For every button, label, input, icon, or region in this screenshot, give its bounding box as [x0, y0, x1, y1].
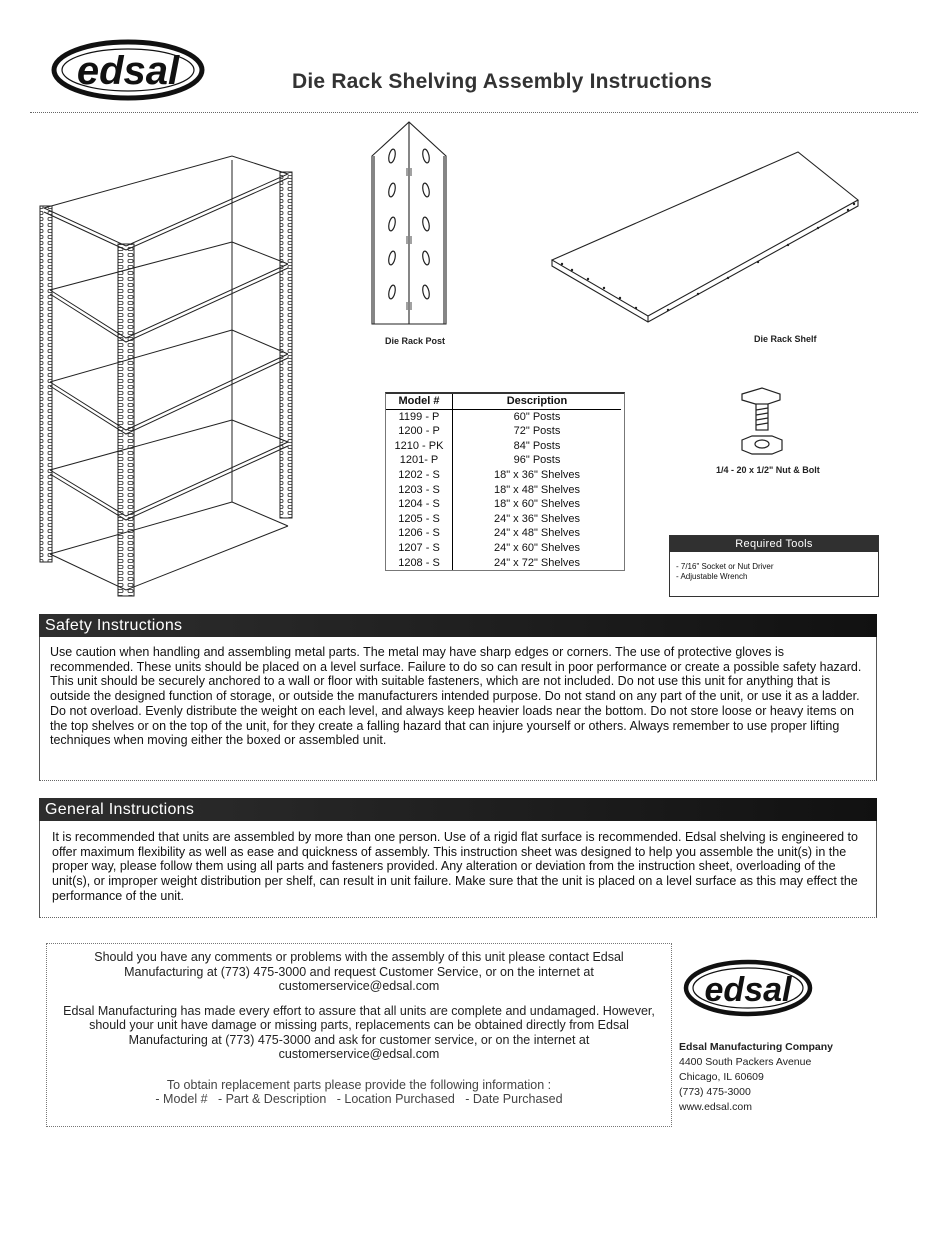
description-cell: 24" x 48" Shelves: [493, 527, 581, 540]
description-cell: 24" x 72" Shelves: [493, 556, 581, 569]
safety-section: [39, 614, 877, 781]
header-logo: [50, 38, 206, 102]
description-cell: 84" Posts: [513, 439, 561, 452]
model-cell: 1200 - P: [386, 424, 453, 439]
nut-bolt-illustration: [736, 384, 788, 458]
description-cell: 96" Posts: [513, 454, 561, 467]
company-website: www.edsal.com: [679, 1101, 752, 1113]
safety-heading: Safety Instructions: [39, 614, 877, 637]
company-phone: (773) 475-3000: [679, 1086, 751, 1098]
description-cell: 60" Posts: [513, 410, 561, 423]
nut-bolt-caption: 1/4 - 20 x 1/2" Nut & Bolt: [716, 465, 820, 475]
general-section: [39, 798, 877, 918]
tool-item: - Adjustable Wrench: [676, 572, 748, 581]
tool-item: - 7/16" Socket or Nut Driver: [676, 562, 774, 571]
company-name: Edsal Manufacturing Company: [679, 1041, 834, 1053]
table-row: [386, 439, 621, 454]
description-cell: 18" x 36" Shelves: [493, 468, 581, 481]
required-tools-box: [669, 535, 879, 597]
header-logo-text: edsal: [76, 49, 180, 93]
company-street: 4400 South Packers Avenue: [679, 1056, 812, 1068]
parts-table: [385, 392, 625, 571]
safety-text: Use caution when handling and assembling metal parts. The metal may have sharp edges or corners. The use of protective gloves is recommended. These units should be placed on a level surface. Failure to do so can result in poor performance or create a possible safety hazard. This unit should be securely anchored to a wall or floor with suitable fasteners, which are not included. Do not use this unit for anything that is outside the designed function of storage, or outside the manufacturers intended purpose. Do not stand on any part of the unit, or use it as a ladder. Do not overload. Evenly distribute the weight on each level, and always keep heavier loads near the bottom. Do not store loose or heavy items on the top shelves or on the top of the unit, for they create a falling hazard that can injure yourself or others. Always remember to use proper lifting techniques when moving either the boxed or assembled unit.: [50, 645, 862, 748]
contact-paragraph: Should you have any comments or problems with the assembly of this unit please contact Edsal Manufacturing at (773) 475-3000 and request Customer Service, or on the internet at customerservice@edsal.com: [94, 950, 624, 993]
company-city: Chicago, IL 60609: [679, 1071, 764, 1083]
required-tools-heading: Required Tools: [670, 536, 878, 552]
shelving-unit-illustration: [36, 150, 298, 598]
model-cell: 1208 - S: [386, 556, 453, 571]
model-cell: 1201- P: [386, 453, 453, 468]
table-row: [386, 483, 621, 498]
replacement-info-items: - Model # - Part & Description - Location Purchased - Date Purchased: [155, 1092, 563, 1106]
shelf-caption: Die Rack Shelf: [754, 334, 817, 344]
description-cell: 18" x 48" Shelves: [493, 483, 581, 496]
model-cell: 1203 - S: [386, 483, 453, 498]
contact-box: [46, 943, 672, 1127]
table-row: [386, 409, 621, 424]
table-row: [386, 424, 621, 439]
post-caption: Die Rack Post: [385, 336, 446, 346]
company-logo: [682, 958, 814, 1018]
general-heading: General Instructions: [39, 798, 877, 821]
table-row: [386, 453, 621, 468]
model-cell: 1199 - P: [386, 409, 453, 424]
description-cell: 18" x 60" Shelves: [493, 498, 581, 511]
model-cell: 1202 - S: [386, 468, 453, 483]
table-row: [386, 526, 621, 541]
model-cell: 1205 - S: [386, 512, 453, 527]
general-text: It is recommended that units are assembled by more than one person. Use of a rigid flat surface is recommended. Edsal shelving is engineered to offer maximum flexibility as well as ease and quickness of assembly. This instruction sheet was designed to help you assemble the unit(s) in the proper way, please follow them using all parts and fasteners provided. Any alteration or deviation from the instruction sheet, overloading of the unit(s), or improper weight distribution per shelf, can result in unit failure. Make sure that the unit is placed on a level surface as this may effect the performance of the unit.: [52, 830, 858, 903]
die-rack-post-illustration: [366, 118, 452, 330]
table-row: [386, 541, 621, 556]
replacement-info-heading: To obtain replacement parts please provide the following information :: [166, 1077, 552, 1092]
table-header-description: Description: [453, 394, 622, 409]
table-row: [386, 556, 621, 571]
page-title: Die Rack Shelving Assembly Instructions: [292, 70, 713, 93]
company-logo-text: edsal: [704, 971, 792, 1009]
description-cell: 72" Posts: [513, 425, 561, 438]
model-cell: 1207 - S: [386, 541, 453, 556]
title-divider: [30, 112, 918, 113]
company-address: [679, 1040, 833, 1115]
die-rack-shelf-illustration: [548, 148, 862, 328]
description-cell: 24" x 36" Shelves: [493, 512, 581, 525]
model-cell: 1204 - S: [386, 497, 453, 512]
table-header-model: Model #: [386, 394, 453, 409]
replacement-paragraph: Edsal Manufacturing has made every effort to assure that all units are complete and undamaged. However, should your unit have damage or missing parts, replacements can be obtained directly from Edsal Manufacturing at (773) 475-3000 and ask for customer service, or on the internet at customerservice@edsal.com: [63, 1003, 655, 1061]
description-cell: 24" x 60" Shelves: [493, 541, 581, 554]
table-row: [386, 468, 621, 483]
model-cell: 1206 - S: [386, 526, 453, 541]
table-row: [386, 497, 621, 512]
table-row: [386, 512, 621, 527]
model-cell: 1210 - PK: [386, 439, 453, 454]
